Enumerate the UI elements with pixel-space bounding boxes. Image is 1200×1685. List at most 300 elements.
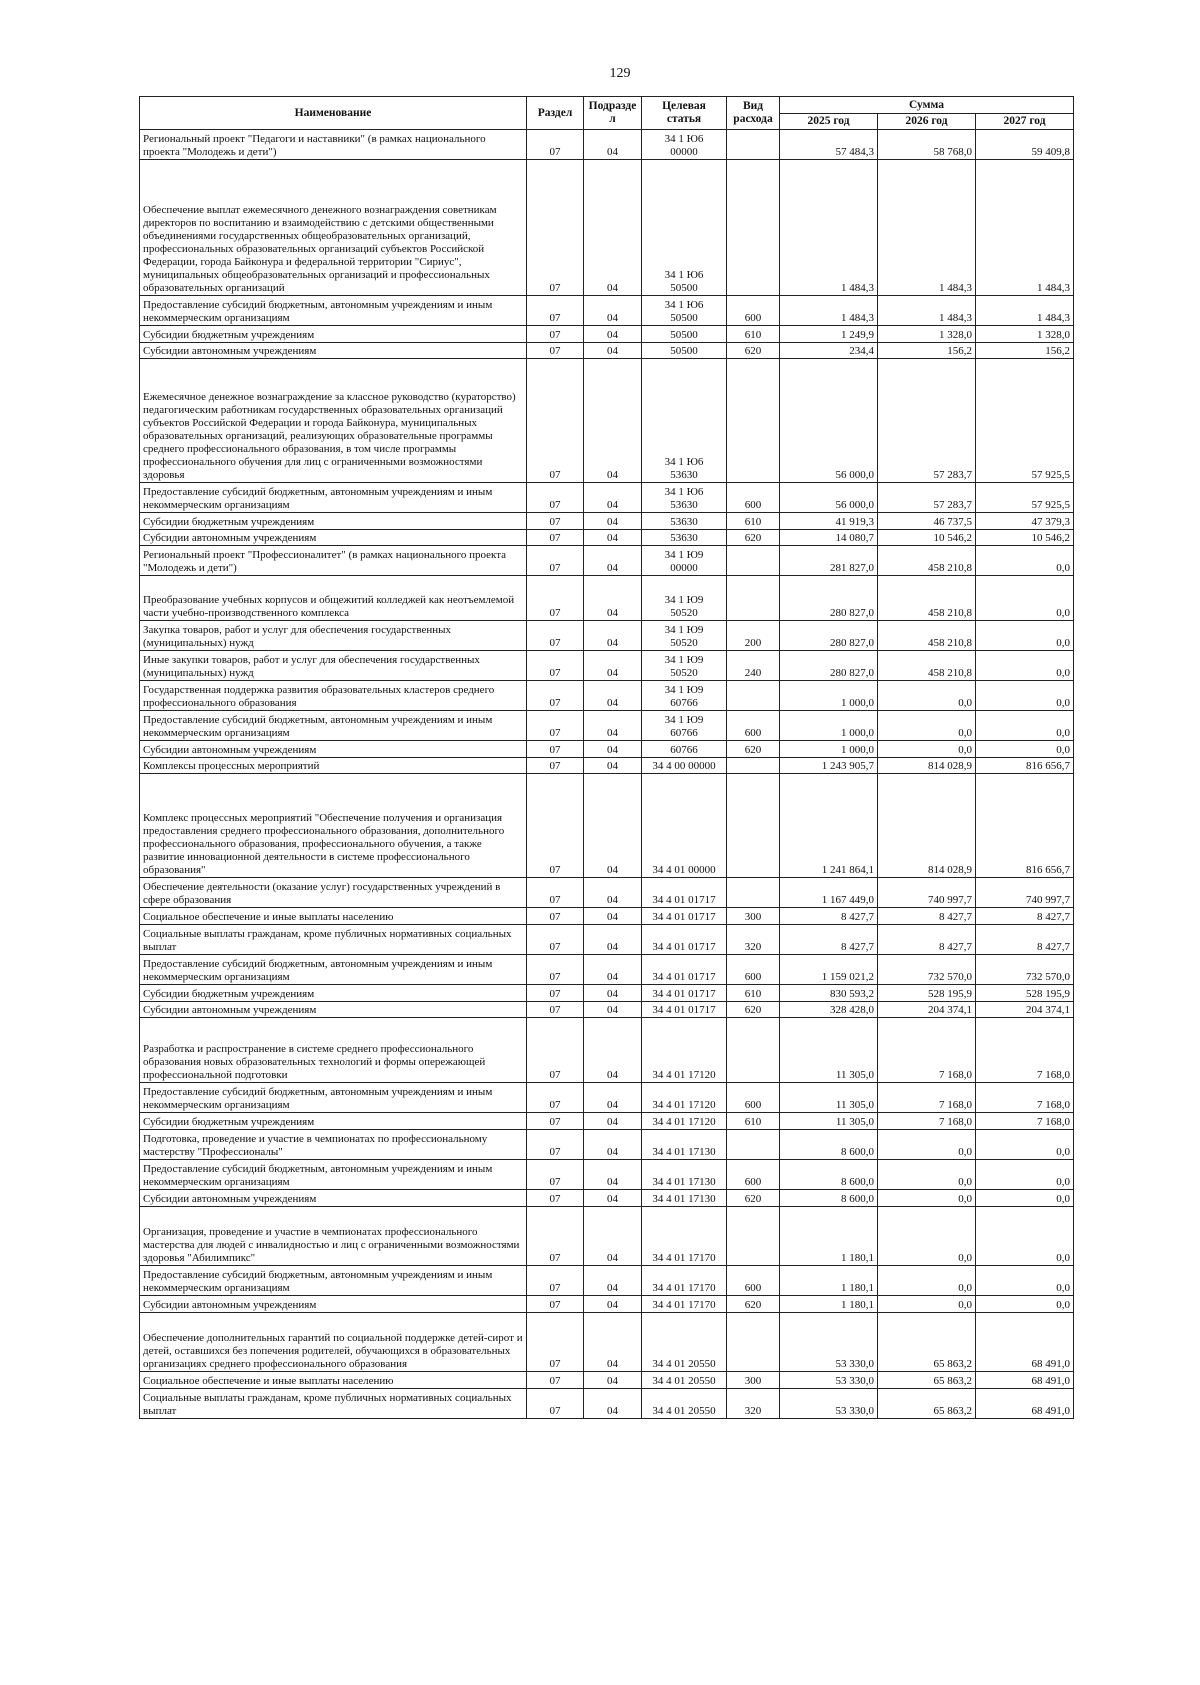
- row-podrazdel: 04: [584, 985, 642, 1002]
- row-2027: 0,0: [976, 546, 1074, 576]
- row-celevaya-prefix: 34 1 Ю9: [664, 684, 704, 696]
- row-2027: 0,0: [976, 1296, 1074, 1313]
- table-row: [140, 1113, 1074, 1130]
- row-2027: 0,0: [976, 681, 1074, 711]
- row-name: Ежемесячное денежное вознаграждение за классное руководство (кураторство) педагогическим работникам государственных образовательных организаций субъектов Российской Федерации и города Байконура, муниципальных образовательных организаций, реализующих образовательные программы среднего профессионального образования, в том числе программы профессионального обучения для лиц с ограниченными возможностями здоровья: [140, 359, 527, 483]
- row-2025: 1 000,0: [780, 681, 878, 711]
- row-2027: 1 328,0: [976, 326, 1074, 343]
- row-2026: 458 210,8: [878, 651, 976, 681]
- row-celevaya-code: 34 4 01 01717: [652, 894, 716, 906]
- table-row: [140, 925, 1074, 955]
- row-celevaya-code: 34 4 01 17170: [652, 1299, 716, 1311]
- row-vid: 600: [727, 1083, 780, 1113]
- table-row: [140, 1266, 1074, 1296]
- row-razdel: 07: [527, 711, 584, 741]
- row-vid: [727, 1130, 780, 1160]
- row-celevaya: [642, 1313, 727, 1372]
- row-2025: 280 827,0: [780, 621, 878, 651]
- row-2027: 0,0: [976, 1190, 1074, 1207]
- row-razdel: 07: [527, 774, 584, 878]
- row-2025: 1 180,1: [780, 1207, 878, 1266]
- row-2025: 234,4: [780, 343, 878, 359]
- row-2025: 11 305,0: [780, 1018, 878, 1083]
- row-celevaya-code: 60766: [670, 727, 698, 739]
- row-razdel: 07: [527, 955, 584, 985]
- row-2027: 732 570,0: [976, 955, 1074, 985]
- row-2026: 740 997,7: [878, 878, 976, 908]
- row-razdel: 07: [527, 1190, 584, 1207]
- table-row: [140, 1207, 1074, 1266]
- row-celevaya-code: 50500: [670, 312, 698, 324]
- row-celevaya: [642, 1160, 727, 1190]
- row-2027: 8 427,7: [976, 908, 1074, 925]
- row-celevaya: [642, 1389, 727, 1419]
- row-2026: 10 546,2: [878, 530, 976, 546]
- row-name: Субсидии бюджетным учреждениям: [140, 513, 527, 530]
- table-row: [140, 483, 1074, 513]
- row-vid: [727, 1207, 780, 1266]
- row-2026: 0,0: [878, 1266, 976, 1296]
- row-celevaya: [642, 1130, 727, 1160]
- row-vid: 610: [727, 513, 780, 530]
- row-celevaya-prefix: 34 1 Ю9: [664, 594, 704, 606]
- row-vid: [727, 576, 780, 621]
- row-name: Государственная поддержка развития образовательных кластеров среднего профессионального образования: [140, 681, 527, 711]
- row-2025: 280 827,0: [780, 651, 878, 681]
- row-podrazdel: 04: [584, 1113, 642, 1130]
- row-2027: 0,0: [976, 1207, 1074, 1266]
- row-celevaya-code: 34 4 01 01717: [652, 941, 716, 953]
- budget-table: [139, 96, 1074, 1419]
- row-2025: 53 330,0: [780, 1313, 878, 1372]
- row-name: Субсидии бюджетным учреждениям: [140, 326, 527, 343]
- row-razdel: 07: [527, 925, 584, 955]
- row-vid: 620: [727, 741, 780, 758]
- row-podrazdel: 04: [584, 576, 642, 621]
- row-podrazdel: 04: [584, 1190, 642, 1207]
- row-vid: 620: [727, 1296, 780, 1313]
- row-vid: 320: [727, 1389, 780, 1419]
- row-2026: 1 484,3: [878, 296, 976, 326]
- row-vid: [727, 1313, 780, 1372]
- row-podrazdel: 04: [584, 774, 642, 878]
- row-podrazdel: 04: [584, 908, 642, 925]
- row-2026: 458 210,8: [878, 621, 976, 651]
- row-2025: 11 305,0: [780, 1113, 878, 1130]
- row-razdel: 07: [527, 985, 584, 1002]
- row-podrazdel: 04: [584, 1372, 642, 1389]
- row-podrazdel: 04: [584, 1389, 642, 1419]
- row-name: Обеспечение выплат ежемесячного денежного вознаграждения советникам директоров по воспитанию и взаимодействию с детскими общественными объединениями государственных общеобразовательных организаций, профессиональных образовательных организаций субъектов Российской Федерации, города Байконура и федеральной территории "Сириус", муниципальных общеобразовательных организаций и профессиональных образовательных организаций: [140, 160, 527, 296]
- row-celevaya: [642, 925, 727, 955]
- row-celevaya-prefix: 34 1 Ю9: [664, 624, 704, 636]
- row-celevaya: [642, 774, 727, 878]
- row-name: Закупка товаров, работ и услуг для обеспечения государственных (муниципальных) нужд: [140, 621, 527, 651]
- row-2025: 53 330,0: [780, 1389, 878, 1419]
- row-celevaya-code: 50500: [670, 345, 698, 357]
- header-name: Наименование: [140, 97, 527, 130]
- row-2027: 7 168,0: [976, 1083, 1074, 1113]
- row-name: Обеспечение деятельности (оказание услуг) государственных учреждений в сфере образования: [140, 878, 527, 908]
- row-2026: 46 737,5: [878, 513, 976, 530]
- row-2025: 56 000,0: [780, 483, 878, 513]
- header-vid: Вид расхода: [727, 97, 780, 130]
- row-podrazdel: 04: [584, 359, 642, 483]
- row-celevaya-code: 34 4 01 17170: [652, 1282, 716, 1294]
- row-razdel: 07: [527, 130, 584, 160]
- row-podrazdel: 04: [584, 530, 642, 546]
- row-vid: 300: [727, 908, 780, 925]
- row-2025: 14 080,7: [780, 530, 878, 546]
- row-celevaya: [642, 681, 727, 711]
- row-2027: 0,0: [976, 1266, 1074, 1296]
- row-2025: 8 427,7: [780, 908, 878, 925]
- row-2026: 0,0: [878, 1130, 976, 1160]
- table-row: [140, 985, 1074, 1002]
- table-row: [140, 1083, 1074, 1113]
- row-podrazdel: 04: [584, 711, 642, 741]
- row-2027: 1 484,3: [976, 160, 1074, 296]
- row-podrazdel: 04: [584, 1313, 642, 1372]
- row-2027: 204 374,1: [976, 1002, 1074, 1018]
- row-razdel: 07: [527, 908, 584, 925]
- row-2027: 0,0: [976, 1130, 1074, 1160]
- row-celevaya: [642, 1113, 727, 1130]
- row-2025: 1 180,1: [780, 1266, 878, 1296]
- row-2025: 11 305,0: [780, 1083, 878, 1113]
- row-2025: 1 000,0: [780, 741, 878, 758]
- table-row: [140, 681, 1074, 711]
- row-celevaya-code: 34 4 01 01717: [652, 911, 716, 923]
- row-podrazdel: 04: [584, 741, 642, 758]
- row-2025: 280 827,0: [780, 576, 878, 621]
- row-vid: 600: [727, 483, 780, 513]
- row-2027: 0,0: [976, 621, 1074, 651]
- row-celevaya: [642, 160, 727, 296]
- row-vid: [727, 681, 780, 711]
- row-celevaya: [642, 621, 727, 651]
- header-podrazdel: Подразде л: [584, 97, 642, 130]
- row-razdel: 07: [527, 1313, 584, 1372]
- row-2026: 732 570,0: [878, 955, 976, 985]
- header-celevaya: Целевая статья: [642, 97, 727, 130]
- row-2026: 528 195,9: [878, 985, 976, 1002]
- row-2027: 7 168,0: [976, 1018, 1074, 1083]
- row-celevaya-prefix: 34 1 Ю6: [664, 299, 704, 311]
- row-razdel: 07: [527, 1160, 584, 1190]
- row-celevaya-code: 34 4 01 20550: [652, 1405, 716, 1417]
- row-celevaya-prefix: 34 1 Ю9: [664, 714, 704, 726]
- row-2027: 59 409,8: [976, 130, 1074, 160]
- row-razdel: 07: [527, 758, 584, 774]
- row-celevaya: [642, 878, 727, 908]
- table-row: [140, 343, 1074, 359]
- row-2026: 0,0: [878, 1190, 976, 1207]
- row-2027: 156,2: [976, 343, 1074, 359]
- header-2025: 2025 год: [780, 114, 878, 130]
- row-name: Социальные выплаты гражданам, кроме публичных нормативных социальных выплат: [140, 1389, 527, 1419]
- table-row: [140, 955, 1074, 985]
- header-summa: Сумма: [780, 97, 1074, 114]
- row-celevaya: [642, 711, 727, 741]
- row-celevaya-code: 34 4 01 01717: [652, 1004, 716, 1016]
- row-2025: 1 180,1: [780, 1296, 878, 1313]
- row-celevaya: [642, 530, 727, 546]
- row-vid: 620: [727, 1190, 780, 1207]
- row-celevaya-code: 34 4 01 17120: [652, 1099, 716, 1111]
- row-razdel: 07: [527, 1002, 584, 1018]
- row-2027: 57 925,5: [976, 359, 1074, 483]
- row-2026: 1 484,3: [878, 160, 976, 296]
- row-podrazdel: 04: [584, 621, 642, 651]
- row-name: Иные закупки товаров, работ и услуг для обеспечения государственных (муниципальных) нужд: [140, 651, 527, 681]
- row-vid: 610: [727, 1113, 780, 1130]
- row-vid: [727, 160, 780, 296]
- row-name: Региональный проект "Педагоги и наставники" (в рамках национального проекта "Молодежь и дети"): [140, 130, 527, 160]
- row-podrazdel: 04: [584, 758, 642, 774]
- row-2027: 816 656,7: [976, 774, 1074, 878]
- table-row: [140, 1190, 1074, 1207]
- row-razdel: 07: [527, 1113, 584, 1130]
- row-2026: 1 328,0: [878, 326, 976, 343]
- row-podrazdel: 04: [584, 1018, 642, 1083]
- row-celevaya: [642, 359, 727, 483]
- row-celevaya-code: 34 4 01 17120: [652, 1069, 716, 1081]
- table-row: [140, 326, 1074, 343]
- row-2026: 58 768,0: [878, 130, 976, 160]
- row-razdel: 07: [527, 359, 584, 483]
- row-celevaya-code: 34 4 00 00000: [652, 760, 716, 772]
- row-2027: 528 195,9: [976, 985, 1074, 1002]
- row-razdel: 07: [527, 530, 584, 546]
- row-celevaya: [642, 130, 727, 160]
- row-celevaya-code: 34 4 01 00000: [652, 864, 716, 876]
- row-2027: 0,0: [976, 576, 1074, 621]
- row-vid: 600: [727, 955, 780, 985]
- row-vid: 620: [727, 1002, 780, 1018]
- table-row: [140, 908, 1074, 925]
- row-razdel: 07: [527, 343, 584, 359]
- table-row: [140, 1296, 1074, 1313]
- row-vid: [727, 130, 780, 160]
- row-celevaya: [642, 1372, 727, 1389]
- row-name: Региональный проект "Профессионалитет" (в рамках национального проекта "Молодежь и дети"): [140, 546, 527, 576]
- row-podrazdel: 04: [584, 925, 642, 955]
- row-name: Предоставление субсидий бюджетным, автономным учреждениям и иным некоммерческим организациям: [140, 1160, 527, 1190]
- row-celevaya: [642, 1002, 727, 1018]
- row-2025: 56 000,0: [780, 359, 878, 483]
- row-celevaya: [642, 576, 727, 621]
- row-celevaya: [642, 651, 727, 681]
- row-2026: 7 168,0: [878, 1083, 976, 1113]
- row-celevaya: [642, 1266, 727, 1296]
- row-razdel: 07: [527, 483, 584, 513]
- table-row: [140, 1018, 1074, 1083]
- row-2025: 1 159 021,2: [780, 955, 878, 985]
- row-razdel: 07: [527, 1372, 584, 1389]
- row-2026: 0,0: [878, 1160, 976, 1190]
- row-celevaya-code: 34 4 01 17130: [652, 1193, 716, 1205]
- row-name: Социальное обеспечение и иные выплаты населению: [140, 908, 527, 925]
- row-name: Комплекс процессных мероприятий "Обеспечение получения и организация предоставления среднего профессионального образования, дополнительного профессионального образования, профессионального обучения, а также развитие инновационной деятельности в системе профессионального образования": [140, 774, 527, 878]
- row-vid: [727, 1018, 780, 1083]
- row-vid: [727, 758, 780, 774]
- row-podrazdel: 04: [584, 160, 642, 296]
- row-podrazdel: 04: [584, 1266, 642, 1296]
- table-row: [140, 651, 1074, 681]
- row-name: Комплексы процессных мероприятий: [140, 758, 527, 774]
- row-celevaya-code: 34 4 01 17130: [652, 1146, 716, 1158]
- row-razdel: 07: [527, 326, 584, 343]
- row-name: Социальные выплаты гражданам, кроме публичных нормативных социальных выплат: [140, 925, 527, 955]
- row-2027: 57 925,5: [976, 483, 1074, 513]
- row-celevaya: [642, 513, 727, 530]
- row-celevaya-code: 34 4 01 17170: [652, 1252, 716, 1264]
- row-celevaya: [642, 296, 727, 326]
- row-vid: 320: [727, 925, 780, 955]
- row-2026: 8 427,7: [878, 908, 976, 925]
- table-body: [140, 130, 1074, 1419]
- table-row: [140, 160, 1074, 296]
- row-celevaya: [642, 343, 727, 359]
- row-name: Предоставление субсидий бюджетным, автономным учреждениям и иным некоммерческим организациям: [140, 296, 527, 326]
- row-razdel: 07: [527, 741, 584, 758]
- row-2025: 1 243 905,7: [780, 758, 878, 774]
- table-row: [140, 576, 1074, 621]
- row-celevaya-prefix: 34 1 Ю6: [664, 269, 704, 281]
- row-2025: 8 600,0: [780, 1160, 878, 1190]
- row-name: Подготовка, проведение и участие в чемпионатах по профессиональному мастерству "Профессионалы": [140, 1130, 527, 1160]
- row-vid: 600: [727, 296, 780, 326]
- row-2027: 7 168,0: [976, 1113, 1074, 1130]
- row-celevaya-code: 50520: [670, 607, 698, 619]
- row-2026: 0,0: [878, 741, 976, 758]
- row-podrazdel: 04: [584, 343, 642, 359]
- table-row: [140, 878, 1074, 908]
- row-podrazdel: 04: [584, 326, 642, 343]
- row-razdel: 07: [527, 1083, 584, 1113]
- row-podrazdel: 04: [584, 681, 642, 711]
- row-2025: 830 593,2: [780, 985, 878, 1002]
- row-2027: 8 427,7: [976, 925, 1074, 955]
- row-2026: 7 168,0: [878, 1018, 976, 1083]
- page-number: 129: [609, 66, 631, 81]
- row-2027: 0,0: [976, 741, 1074, 758]
- row-podrazdel: 04: [584, 483, 642, 513]
- row-razdel: 07: [527, 296, 584, 326]
- row-celevaya: [642, 1190, 727, 1207]
- row-2026: 0,0: [878, 1296, 976, 1313]
- row-2027: 68 491,0: [976, 1372, 1074, 1389]
- row-name: Предоставление субсидий бюджетным, автономным учреждениям и иным некоммерческим организациям: [140, 483, 527, 513]
- row-celevaya: [642, 1296, 727, 1313]
- row-celevaya: [642, 955, 727, 985]
- row-celevaya-code: 53630: [670, 532, 698, 544]
- row-razdel: 07: [527, 681, 584, 711]
- row-2025: 8 600,0: [780, 1130, 878, 1160]
- row-vid: 610: [727, 326, 780, 343]
- row-podrazdel: 04: [584, 1160, 642, 1190]
- row-podrazdel: 04: [584, 1130, 642, 1160]
- row-celevaya-code: 53630: [670, 516, 698, 528]
- row-celevaya-code: 34 4 01 01717: [652, 988, 716, 1000]
- row-vid: 600: [727, 1160, 780, 1190]
- row-celevaya-code: 34 4 01 20550: [652, 1375, 716, 1387]
- table-row: [140, 546, 1074, 576]
- row-name: Субсидии автономным учреждениям: [140, 1296, 527, 1313]
- row-name: Предоставление субсидий бюджетным, автономным учреждениям и иным некоммерческим организациям: [140, 1266, 527, 1296]
- row-razdel: 07: [527, 160, 584, 296]
- row-name: Субсидии бюджетным учреждениям: [140, 985, 527, 1002]
- row-2025: 328 428,0: [780, 1002, 878, 1018]
- row-podrazdel: 04: [584, 1296, 642, 1313]
- row-name: Социальное обеспечение и иные выплаты населению: [140, 1372, 527, 1389]
- row-2026: 65 863,2: [878, 1389, 976, 1419]
- table-row: [140, 513, 1074, 530]
- table-row: [140, 1389, 1074, 1419]
- row-2025: 1 249,9: [780, 326, 878, 343]
- table-row: [140, 758, 1074, 774]
- row-2025: 57 484,3: [780, 130, 878, 160]
- row-celevaya: [642, 985, 727, 1002]
- header-2027: 2027 год: [976, 114, 1074, 130]
- row-podrazdel: 04: [584, 878, 642, 908]
- row-2026: 65 863,2: [878, 1313, 976, 1372]
- row-vid: 300: [727, 1372, 780, 1389]
- row-name: Предоставление субсидий бюджетным, автономным учреждениям и иным некоммерческим организациям: [140, 955, 527, 985]
- row-name: Организация, проведение и участие в чемпионатах профессионального мастерства для людей с инвалидностью и лиц с ограниченными возможностями здоровья "Абилимпикс": [140, 1207, 527, 1266]
- row-razdel: 07: [527, 1389, 584, 1419]
- row-name: Обеспечение дополнительных гарантий по социальной поддержке детей-сирот и детей, оставшихся без попечения родителей, обучающихся в образовательных организациях среднего профессионального образования: [140, 1313, 527, 1372]
- row-celevaya-code: 50500: [670, 282, 698, 294]
- row-name: Преобразование учебных корпусов и общежитий колледжей как неотъемлемой части учебно-производственного комплекса: [140, 576, 527, 621]
- row-vid: 600: [727, 711, 780, 741]
- row-2026: 0,0: [878, 1207, 976, 1266]
- row-2026: 0,0: [878, 681, 976, 711]
- row-2027: 0,0: [976, 1160, 1074, 1190]
- row-2027: 0,0: [976, 651, 1074, 681]
- table-row: [140, 359, 1074, 483]
- row-podrazdel: 04: [584, 1083, 642, 1113]
- row-2025: 1 484,3: [780, 160, 878, 296]
- row-celevaya-code: 00000: [670, 562, 698, 574]
- row-razdel: 07: [527, 1130, 584, 1160]
- row-razdel: 07: [527, 651, 584, 681]
- row-celevaya-code: 50520: [670, 637, 698, 649]
- row-celevaya-code: 53630: [670, 499, 698, 511]
- row-celevaya: [642, 758, 727, 774]
- row-2026: 814 028,9: [878, 774, 976, 878]
- row-2025: 1 241 864,1: [780, 774, 878, 878]
- row-2027: 10 546,2: [976, 530, 1074, 546]
- row-celevaya: [642, 1207, 727, 1266]
- table-row: [140, 774, 1074, 878]
- row-podrazdel: 04: [584, 651, 642, 681]
- row-celevaya-code: 50520: [670, 667, 698, 679]
- row-razdel: 07: [527, 1207, 584, 1266]
- row-2026: 458 210,8: [878, 576, 976, 621]
- row-razdel: 07: [527, 546, 584, 576]
- row-2027: 47 379,3: [976, 513, 1074, 530]
- row-celevaya: [642, 1018, 727, 1083]
- row-2026: 57 283,7: [878, 483, 976, 513]
- row-2025: 1 167 449,0: [780, 878, 878, 908]
- row-2027: 68 491,0: [976, 1389, 1074, 1419]
- header-2026: 2026 год: [878, 114, 976, 130]
- row-celevaya-code: 50500: [670, 329, 698, 341]
- row-2026: 8 427,7: [878, 925, 976, 955]
- row-celevaya-prefix: 34 1 Ю6: [664, 486, 704, 498]
